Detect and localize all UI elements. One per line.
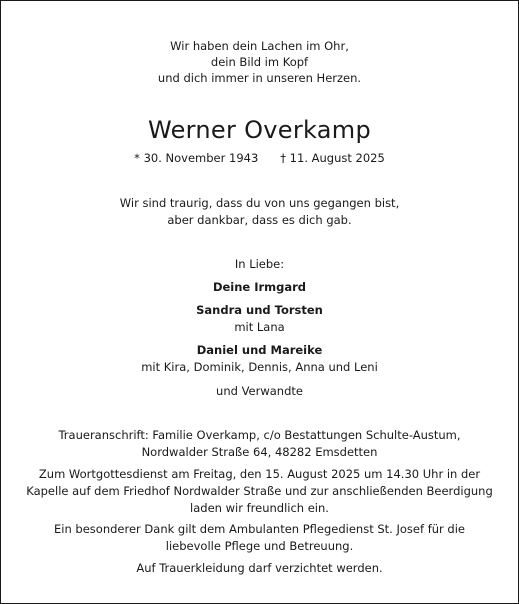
verse-line-3: und dich immer in unseren Herzen. (157, 71, 362, 85)
mourner-family-2: Daniel und Mareike (196, 343, 323, 357)
message-line-2: aber dankbar, dass es dich gab. (167, 213, 352, 227)
service-line-2: Kapelle auf dem Friedhof Nordwalder Straße und zur anschließenden Beerdigung (26, 484, 493, 498)
address-line-2: Nordwalder Straße 64, 48282 Emsdetten (141, 445, 378, 459)
dress-code-note: Auf Trauerkleidung darf verzichtet werden. (136, 561, 383, 575)
verse-line-2: dein Bild im Kopf (210, 55, 309, 69)
birth-date: * 30. November 1943 (134, 151, 259, 165)
service-line-3: laden wir freundlich ein. (190, 501, 329, 515)
death-date: † 11. August 2025 (280, 151, 385, 165)
mourners-intro: In Liebe: (234, 257, 285, 271)
thanks-line-2: liebevolle Pflege und Betreuung. (165, 539, 354, 553)
message-line-1: Wir sind traurig, dass du von uns gegangen bist, (119, 196, 400, 210)
verse-line-1: Wir haben dein Lachen im Ohr, (170, 39, 349, 53)
service-line-1: Zum Wortgottesdienst am Freitag, den 15. August 2025 um 14.30 Uhr in der (38, 467, 481, 481)
mourner-family-1-children: mit Lana (234, 320, 285, 334)
mourner-relatives: und Verwandte (216, 384, 303, 398)
mourner-family-2-children: mit Kira, Dominik, Dennis, Anna und Leni (141, 360, 378, 374)
deceased-name: Werner Overkamp (147, 116, 372, 144)
life-dates (1, 151, 518, 165)
mourner-spouse: Deine Irmgard (212, 280, 307, 294)
mourner-family-1: Sandra und Torsten (196, 303, 323, 317)
address-line-1: Traueranschrift: Familie Overkamp, c/o Bestattungen Schulte-Austum, (58, 428, 461, 442)
thanks-line-1: Ein besonderer Dank gilt dem Ambulanten Pflegedienst St. Josef für die (54, 522, 465, 536)
